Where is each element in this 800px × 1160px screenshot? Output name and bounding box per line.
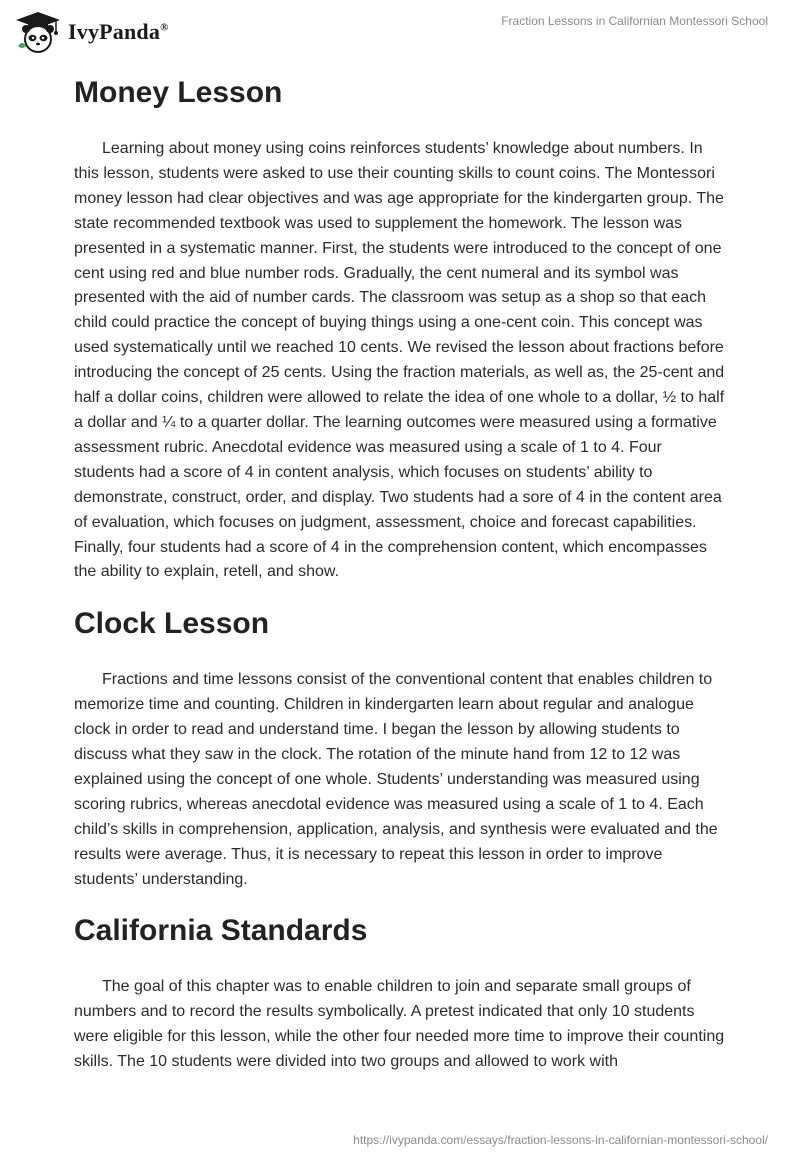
section-heading-california-standards: California Standards (74, 914, 368, 948)
section-heading-money-lesson: Money Lesson (74, 76, 283, 109)
source-url[interactable]: https://ivypanda.com/essays/fraction-lessons-in-californian-montessori-school/ (353, 1133, 768, 1147)
section-heading-clock-lesson: Clock Lesson (74, 607, 270, 641)
section-paragraph-clock-lesson: Fractions and time lessons consist of the conventional content that enables children to memorize time and counting. Children in kindergarten learn about regular and analogue clock in order to read and understand time. I began the lesson by allowing students to discuss what they saw in the clock. The rotation of the minute hand from 12 to 12 was explained using the concept of one whole. Students’ understanding was measured using scoring rubrics, whereas anecdotal evidence was measured using a scale of 1 to 4. Each child’s skills in comprehension, application, analysis, and synthesis were evaluated and the results were average. Thus, it is necessary to repeat this lesson in order to improve students’ understanding. (74, 671, 718, 888)
ivypanda-logo[interactable] (14, 10, 169, 54)
section-paragraph-california-standards: The goal of this chapter was to enable children to join and separate small groups of numbers and to record the results symbolically. A pretest indicated that only 10 students were eligible for this lesson, while the other four needed more time to improve their counting skills. The 10 students were divided into two groups and allowed to work with (74, 978, 725, 1071)
section-paragraph-money-lesson: Learning about money using coins reinforces students’ knowledge about numbers. In this lesson, students were asked to use their counting skills to count coins. The Montessori money lesson had clear objectives and was age appropriate for the kindergarten group. The state recommended textbook was used to supplement the homework. The lesson was presented in a systematic manner. First, the students were introduced to the concept of one cent using red and blue number rods. Gradually, the cent numeral and its symbol was presented with the aid of number cards. The classroom was setup as a shop so that each child could practice the concept of buying things using a one-cent coin. This concept was used systematically until we reached 10 cents. We revised the lesson about fractions before introducing the concept of 25 cents. Using the fraction materials, as well as, the 25-cent and half a dollar coins, children were allowed to relate the idea of one whole to a dollar, ½ to half a dollar and ¼ to a quarter dollar. The learning outcomes were measured using a formative assessment rubric. Anecdotal evidence was measured using a scale of 1 to 4. Four students had a score of 4 in content analysis, which focuses on students’ ability to demonstrate, construct, order, and display. Two students had a sore of 4 in the content area of evaluation, which focuses on judgment, assessment, choice and forecast capabilities. Finally, four students had a score of 4 in the comprehension content, which encompasses the ability to explain, retell, and show. (74, 140, 725, 581)
article-body (74, 70, 726, 1075)
panda-graduation-icon (14, 10, 62, 54)
document-title: Fraction Lessons in Californian Montessori School (501, 14, 768, 28)
page-header (0, 0, 800, 60)
brand-name: IvyPanda® (68, 19, 169, 44)
registered-mark: ® (160, 21, 169, 34)
